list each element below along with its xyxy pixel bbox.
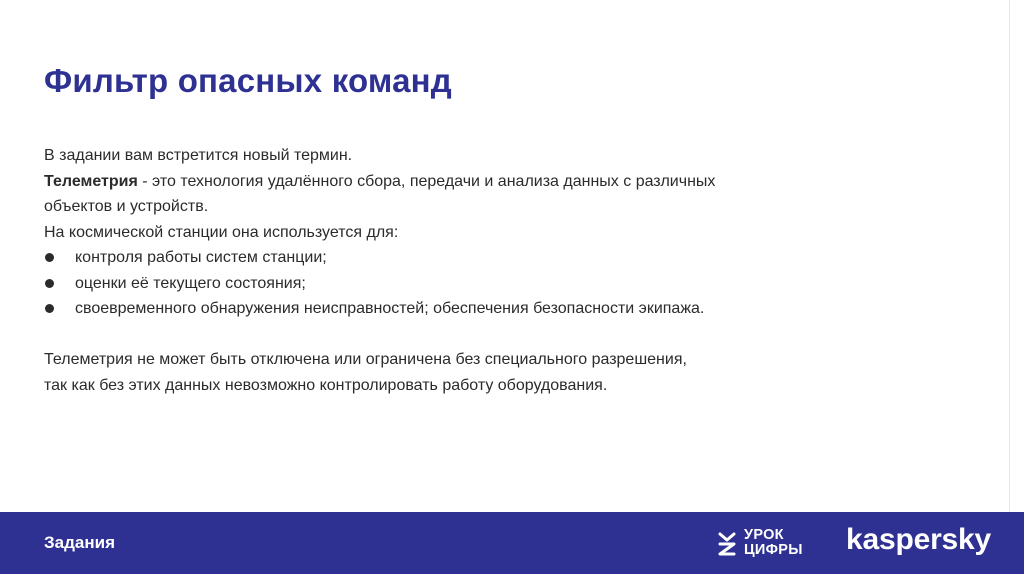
note-line-2: так как без этих данных невозможно контролировать работу оборудования. (44, 376, 608, 394)
usage-intro: На космической станции она используется для: (44, 223, 399, 241)
urok-line: УРОК (744, 527, 784, 543)
definition-line (44, 169, 944, 195)
term-label: Телеметрия (44, 172, 138, 190)
list-item-text: оценки её текущего состояния; (75, 274, 306, 292)
list-item-text: контроля работы систем станции; (75, 249, 327, 266)
definition-continuation: объектов и устройств. (44, 198, 209, 215)
note-line-1: Телеметрия не может быть отключена или ограничена без специального разрешения, (44, 351, 687, 368)
footer-label: Задания (44, 533, 115, 552)
bullet-icon (45, 253, 54, 262)
edge-line (1009, 0, 1010, 512)
slide-body (44, 143, 944, 398)
urok-cifry-logo-icon (718, 532, 736, 556)
bullet-icon (45, 279, 54, 288)
slide-title: Фильтр опасных команд (44, 62, 452, 99)
footer-bar (0, 512, 1024, 574)
urok-cifry-logo-text (744, 528, 803, 557)
bullet-icon (45, 304, 54, 313)
list-item (44, 245, 944, 271)
list-item (44, 296, 944, 322)
usage-list (44, 245, 944, 322)
list-item-text: своевременного обнаружения неисправностей; обеспечения безопасности экипажа. (75, 300, 705, 317)
list-item (44, 271, 944, 297)
kaspersky-logo: kaspersky (846, 523, 991, 556)
paragraph-gap (44, 322, 944, 348)
definition-text: - это технология удалённого сбора, передачи и анализа данных с различных (137, 172, 716, 190)
cifry-line: ЦИФРЫ (744, 541, 803, 558)
intro-text: В задании вам встретится новый термин. (44, 147, 353, 164)
